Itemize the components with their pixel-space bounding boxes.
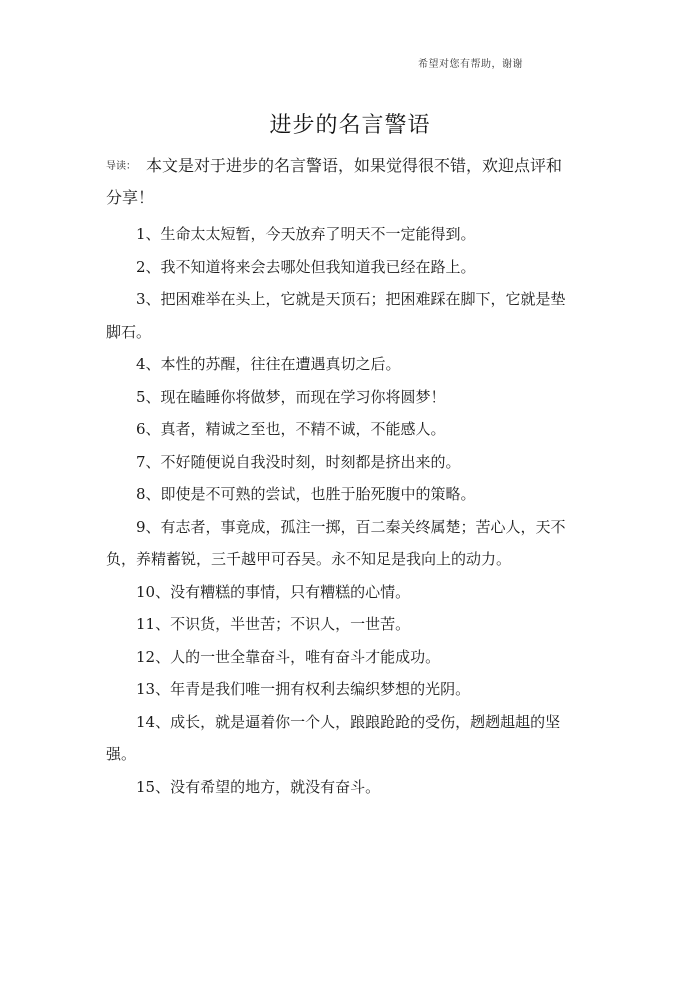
quote-item: 8、即使是不可熟的尝试，也胜于胎死腹中的策略。 [136,485,476,503]
header-note: 希望对您有帮助，谢谢 [418,59,523,70]
document-title: 进步的名言警语 [269,113,431,138]
intro-prefix: 导读： [106,161,136,172]
quote-item: 15、没有希望的地方，就没有奋斗。 [136,777,381,796]
quote-item: 12、人的一世全靠奋斗，唯有奋斗才能成功。 [136,647,441,666]
quote-item: 2、我不知道将来会去哪处但我知道我已经在路上。 [136,257,476,276]
quote-list [106,218,574,803]
quote-item: 10、没有糟糕的事情，只有糟糕的心情。 [136,582,411,601]
intro-paragraph [106,150,576,213]
quote-item: 3、把困难举在头上，它就是天顶石；把困难踩在脚下，它就是垫脚石。 [106,290,566,341]
quote-item: 7、不好随便说自我没时刻，时刻都是挤出来的。 [136,452,461,471]
quote-item: 14、成长，就是逼着你一个人，踉踉跄跄的受伤，趔趔趄趄的坚强。 [106,712,561,763]
quote-item: 9、有志者，事竟成，孤注一掷，百二秦关终属楚；苦心人，天不负，养精蓄锐，三千越甲可吞吴。永不知足是我向上的动力。 [106,517,566,568]
quote-item: 11、不识货，半世苦；不识人，一世苦。 [136,615,411,633]
intro-text: 本文是对于进步的名言警语，如果觉得很不错，欢迎点评和分享！ [106,156,563,207]
quote-item: 1、生命太太短暂，今天放弃了明天不一定能得到。 [136,225,476,243]
quote-item: 6、真者，精诚之至也，不精不诚，不能感人。 [136,420,446,438]
quote-item: 13、年青是我们唯一拥有权利去编织梦想的光阴。 [136,680,471,698]
quote-item: 5、现在瞌睡你将做梦，而现在学习你将圆梦！ [136,387,446,406]
quote-item: 4、本性的苏醒，往往在遭遇真切之后。 [136,355,401,373]
